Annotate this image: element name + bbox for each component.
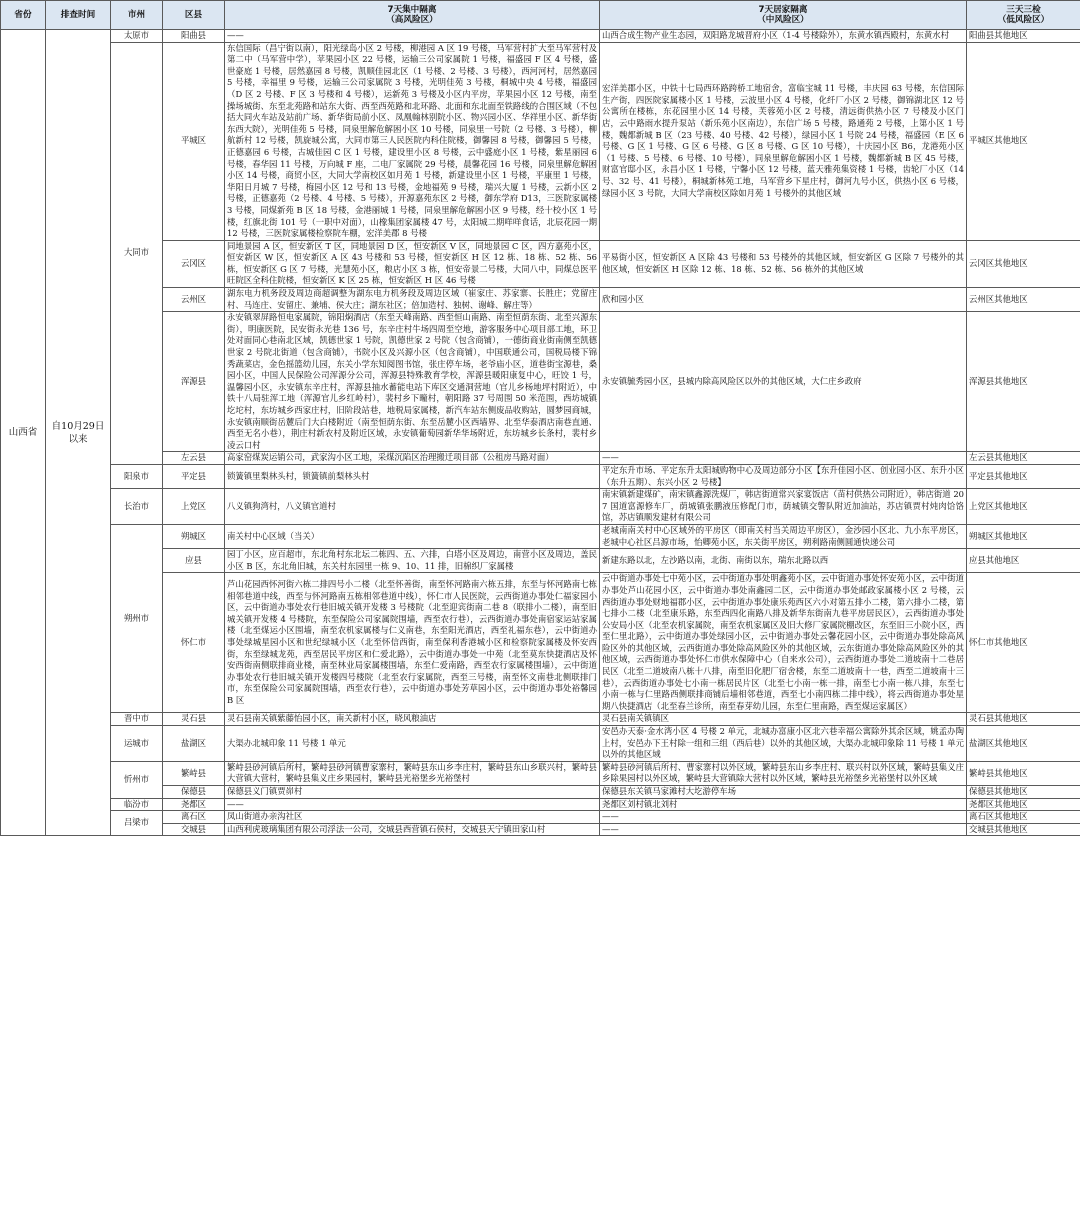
low-risk-cell: 阳曲县其他地区 [967, 30, 1080, 43]
mid-risk-cell: 云中街道办事处七中苑小区，云中街道办事处明鑫苑小区，云中街道办事处怀安苑小区，云中街道办事处芦山花园小区，云中街道办事处南鑫园二区，云中街道办事处邮政家属楼小区 2 号楼，云西街道办事处财地福郡小区，云中街道办事处康乐苑西区六小对第五排小二楼，第六排小二楼，第七排小二楼（北至康乐路，东至西四化南路八排及新华东街南九巷平房居民区），云西街道办事处公安局小区（北至农机家属院，南至农机家属区及旧大修厂家属院棚改区，东至旧三小院小区，西至仁里北路），云中街道办事处绿园小区，云中街道办事处云馨花园小区，云中街道办事处除高风险区外的其他区域，云西街道办事处除高风险区外的其他区域，云东街道办事处除高风险区外的其他区域，云西街道办事处怀仁市供水保障中心（自来水公司），云西街道办事处二道坡南十二巷居民区（北至二道坡南八栋十八排，南至旧化肥厂宿舍楼，东至二道坡南十一巷，西至二道坡南十三巷），云西街道办事处七小南一栋居民片区（北至七小南一栋一排，南至七小南一栋八排，东至七小南一栋与仁里路西侧联排商铺后墙相邻巷道，西至七小南四栋二排中线），将云西街道办事处星期八快捷酒店（北至春兰诊所，南至春芽幼儿园，东至仁里南路，西至煤运家属区） [600, 573, 967, 713]
city-cell: 临汾市 [111, 798, 163, 811]
table-row [1, 786, 1080, 799]
mid-risk-cell: 老城南南关村中心区域外的平房区（即南关村当关周边平房区），金沙园小区北、九小东平房区，老城中心社区吕源市场，怡卿苑小区，东关街平房区，朔利路南侧圆通快递公司 [600, 524, 967, 548]
district-cell: 朔城区 [163, 524, 225, 548]
low-risk-cell: 应县其他地区 [967, 549, 1080, 573]
mid-risk-cell: 新建东路以北，左沙路以南，北街、南街以东，瑞东北路以西 [600, 549, 967, 573]
mid-risk-cell: 山西合成生物产业生态园，双阳路龙城晋府小区（1-4 号楼除外），东黄水镇西殿村，东黄水村 [600, 30, 967, 43]
district-cell: 云冈区 [163, 240, 225, 287]
low-risk-cell: 保德县其他地区 [967, 786, 1080, 799]
table-row [1, 452, 1080, 465]
city-cell: 忻州市 [111, 761, 163, 798]
low-risk-cell: 怀仁市其他地区 [967, 573, 1080, 713]
mid-risk-cell: 南宋镇新建煤矿，南宋镇鑫源洗煤厂，韩店街道常兴家宴饭店（苗村供热公司附近），韩店街道 207 国道富源修车厂，荫城镇张鹏液压修配门市，荫城镇交警队附近加油站，苏店镇贾村炖肉饸饹馆，苏店镇顺发建材有限公司 [600, 489, 967, 525]
mid-risk-cell: 平易街小区，恒安新区 A 区除 43 号楼和 53 号楼外的其他区域，恒安新区 G 区除 7 号楼外的其他区域，恒安新区 H 区除 12 栋、18 栋、52 栋、56 栋外的其他区域 [600, 240, 967, 287]
table-row [1, 823, 1080, 836]
district-cell: 交城县 [163, 823, 225, 836]
mid-risk-cell: 保德县东关镇马家滩村大圪游停车场 [600, 786, 967, 799]
high-risk-cell: 八义镇狗湾村，八义镇官道村 [225, 489, 600, 525]
table-row [1, 489, 1080, 525]
city-cell: 朔州市 [111, 524, 163, 713]
high-risk-cell: 繁峙县砂河镇后所村，繁峙县砂河镇曹家寨村，繁峙县东山乡李庄村，繁峙县东山乡联兴村，繁峙县大营镇大营村，繁峙县集义庄乡果园村，繁峙县光裕堡乡光裕堡村 [225, 761, 600, 785]
time-cell: 自10月29日以来 [46, 30, 111, 836]
header-province: 省份 [1, 1, 46, 30]
low-risk-cell: 左云县其他地区 [967, 452, 1080, 465]
city-cell: 阳泉市 [111, 464, 163, 488]
table-row [1, 524, 1080, 548]
district-cell: 浑源县 [163, 312, 225, 452]
high-risk-cell: 大渠办北城印象 11 号楼 1 单元 [225, 726, 600, 762]
low-risk-cell: 繁峙县其他地区 [967, 761, 1080, 785]
district-cell: 云州区 [163, 288, 225, 312]
mid-risk-cell: 繁峙县砂河镇后所村、曹家寨村以外区域，繁峙县东山乡李庄村、联兴村以外区域，繁峙县集义庄乡除果园村以外区域，繁峙县大营镇除大营村以外区域，繁峙县光裕堡乡光裕堡村以外区域 [600, 761, 967, 785]
mid-risk-cell: 安邑办天泰·金水湾小区 4 号楼 2 单元，北城办富康小区北六巷幸福公寓除外其余区域，姚孟办陶上村，安邑办下王村除一组和三组（西后巷）以外的其他区域，大渠办北城印象除 11 号楼 1 单元以外的其他区域 [600, 726, 967, 762]
header-row [1, 1, 1080, 30]
header-low-risk: 三天三检 （低风险区） [967, 1, 1080, 30]
high-risk-cell: 凤山街道办亲沟社区 [225, 811, 600, 824]
mid-risk-cell: 永安镇毓秀园小区，县城内除高风险区以外的其他区域，大仁庄乡政府 [600, 312, 967, 452]
mid-risk-cell: —— [600, 811, 967, 824]
table-row [1, 312, 1080, 452]
table-row [1, 464, 1080, 488]
low-risk-cell: 云冈区其他地区 [967, 240, 1080, 287]
table-row [1, 30, 1080, 43]
table-row [1, 240, 1080, 287]
high-risk-cell: 保德县义门镇贾峁村 [225, 786, 600, 799]
city-cell: 太原市 [111, 30, 163, 43]
table-row [1, 288, 1080, 312]
district-cell: 保德县 [163, 786, 225, 799]
low-risk-cell: 灵石县其他地区 [967, 713, 1080, 726]
district-cell: 上党区 [163, 489, 225, 525]
district-cell: 平定县 [163, 464, 225, 488]
city-cell: 长治市 [111, 489, 163, 525]
district-cell: 盐湖区 [163, 726, 225, 762]
low-risk-cell: 离石区其他地区 [967, 811, 1080, 824]
district-cell: 尧都区 [163, 798, 225, 811]
high-risk-cell: 湖东电力机务段及周边商超调整为湖东电力机务段及周边区域（崔家庄、苏家寨、长胜庄；党留庄村、马连庄、安留庄、兼埔、侯大庄；湖东社区；倍加造村、独树、谢峰、解庄等） [225, 288, 600, 312]
city-cell: 运城市 [111, 726, 163, 762]
mid-risk-cell: 灵石县南关镇镇区 [600, 713, 967, 726]
table-row [1, 549, 1080, 573]
high-risk-cell: 同地景园 A 区，恒安新区 T 区，同地景园 D 区，恒安新区 V 区，同地景园 C 区，四方嘉苑小区，恒安新区 W 区，恒安新区 A 区 43 号楼和 53 号楼，恒安新区 H 区 12 栋、18 栋、52 栋、56 栋，恒安新区 G 区 7 号楼，光慧苑小区，粮店小区 3 栋，恒安帝景二号楼，大同八中，同煤总医平旺院区全科住院楼，恒安新区 K 区 25 栋，恒安新区 H 区 46 号楼 [225, 240, 600, 287]
low-risk-cell: 平定县其他地区 [967, 464, 1080, 488]
table-row [1, 573, 1080, 713]
mid-risk-cell: —— [600, 452, 967, 465]
mid-risk-cell: —— [600, 823, 967, 836]
city-cell: 大同市 [111, 42, 163, 464]
low-risk-cell: 平城区其他地区 [967, 42, 1080, 240]
high-risk-cell: —— [225, 798, 600, 811]
mid-risk-cell: 平定东升市场、平定东升太阳城购物中心及周边部分小区【东升佳园小区、创业园小区、东升小区（东升五期）、东兴小区 2 号楼】 [600, 464, 967, 488]
high-risk-cell: 高家窑煤炭运销公司，武家沟小区工地，采煤沉陷区治理搬迁项目部（公租房马路对面） [225, 452, 600, 465]
table-row [1, 811, 1080, 824]
city-cell: 吕梁市 [111, 811, 163, 836]
table-row [1, 42, 1080, 240]
high-risk-cell: 灵石县南关镇紫藤怡园小区，南关新村小区，晓风粮油店 [225, 713, 600, 726]
district-cell: 应县 [163, 549, 225, 573]
table-row [1, 761, 1080, 785]
high-risk-cell: 园丁小区，应百超市，东北角村东北坛二栋四、五、六排，白塔小区及周边，南营小区及周边，盖民小区 B 区，东北角旧城，东关村东园里一栋 9、10、11 排，旧棉织厂家属楼 [225, 549, 600, 573]
mid-risk-cell: 宏洋美郡小区，中铁十七局西环路跨桥工地宿舍，富临宝城 11 号楼，丰庆园 63 号楼，东信国际生产街，四医院家属楼小区 1 号楼，云波里小区 4 号楼，化纤厂小区 2 号楼，御锦湖北区 12 号公寓所在楼栋，东花园里小区 14 号楼，芙蓉苑小区 2 号楼，清远街供热小区 7 号楼及小区门店，云中路雨水提升泵站（新乐苑小区南边），东信广场 5 号楼，路通苑 2 号楼，上第小区 1 号楼，魏都新城 B 区（23 号楼、40 号楼、42 号楼），绿园小区 1 号院 24 号楼，福盛园（E 区 6 号楼、G 区 1 号楼、G 区 6 号楼、G 区 8 号楼、G 区 10 号楼），十庆园小区 B6，龙港苑小区（1 号楼、5 号楼、6 号楼、10 号楼），同泉里解危解困小区 1 号楼，魏都新城 B 区 45 号楼，财富官邸小区，永昌小区 1 号楼，宁馨小区 12 号楼，蓝天雅苑集资楼 1 号楼，齿轮厂小区（14 号、32 号、41 号楼），桐城新林苑工地，马军营乡下星庄村，御河九号小区，供热小区 6 号楼，绿园小区 3 号院，大同大学南校区除如月苑 1 号楼外的其他区域 [600, 42, 967, 240]
header-city: 市州 [111, 1, 163, 30]
low-risk-cell: 尧都区其他地区 [967, 798, 1080, 811]
district-cell: 平城区 [163, 42, 225, 240]
city-cell: 晋中市 [111, 713, 163, 726]
district-cell: 繁峙县 [163, 761, 225, 785]
header-time: 排查时间 [46, 1, 111, 30]
high-risk-cell: 芦山花园西怀河街六栋二排四号小二楼（北至怀善街，南至怀河路南六栋五排，东至与怀河路南七栋相邻巷道中线，西至与怀河路南五栋相邻巷道中线），怀仁市人民医院，云西街道办事处仁福家园小区，云中街道办事处农行巷旧城关镇开发楼 3 号楼院（北至迎宾街南二巷 8（联排小二楼），南至旧城关镇开发楼 4 号楼院，东至保险公司家属院围墙，西至农行巷），云西街道办事处南宿家运站家属楼（北至煤运小区围墙，南至农机家属楼与仁义南巷，东至阳光酒店，西至礼福东巷），云中街道办事处绿城星园小区和世纪绿城小区（北至怀信西街，南至保利香港城小区和检察院家属楼及怀安西街，东至绿城龙苑，西至居民平房区和仁爱北路），云中街道办事处一中苑（北至莫东快捷酒店及怀安西街南侧联排商业楼，南至林业局家属楼围墙，东至仁爱南路，西至农行家属楼围墙），云中街道办事处农行巷旧城关镇开发楼四号楼院（北至农行家属院，西至三号楼，南至怀文南巷北侧联排门市，东至保险公司家属院围墙，西至农行巷），云中街道办事处芳草园小区，云中街道办事处裕馨园 B 区 [225, 573, 600, 713]
high-risk-cell: 东信国际（昌宁街以南），阳光绿岛小区 2 号楼，柳港园 A 区 19 号楼，马军营村扩大至马军营村及第二中（马军营中学），苹果园小区 22 号楼，运输三公司家属院 1 号楼，福盛园 F 区 4 号楼，盛世豪庭 1 号楼，居然嘉园 8 号楼，凯顺佳园北区（1 号楼、2 号楼、3 号楼），西河河村，居然嘉园 5 号楼，幸福里 9 号楼，运输三公司家属院 3 号楼，光明佳苑 3 号楼，桐城中央 4 号楼，福盛园（D 区 2 号楼、F 区 3 号楼和 4 号楼），运新苑 3 号楼及小区内平房，苹果园小区 12 号楼，南至操场城街、东至北苑路和站东大街、西至西苑路和北环路、北面和东北面至铁路线的合围区域（不包括大同火车站及站前广场、新华街局前小区、凤凰翰林别院小区、物兴园小区、华祥里小区、新华街东西大院），光明佳苑 5 号楼，同泉里解危解困小区 10 号楼，同泉里一号院（2 号楼、3 号楼），柳航新村 12 号楼，凯旋城公寓，大同市第三人民医院内科住院楼，御馨园 8 号楼，御馨园 5 号楼，正德嘉园 6 号楼，古城佳园 C 区 1 号楼，建设里小区 8 号楼，云中盛庭小区 1 号楼，紫星丽园 6 号楼，春华园 11 号楼，万向城 F 座，二电厂家属院 29 号楼，晨馨花园 16 号楼，同泉里解危解困小区 14 号楼，商贸小区，大同大学南校区如月苑 1 号楼，新建设里小区 1 号楼，平康里 1 号楼，华阳日月城 7 号楼，梅园小区 12 号和 13 号楼，金地福苑 9 号楼，瑞兴大厦 1 号楼，云新小区 2 号楼，正德嘉苑（2 号楼、4 号楼、5 号楼），开源嘉苑东区 2 号楼，御东学府 D13，三医院家属楼 3 号楼，同煤新苑 B 区 18 号楼，金港丽城 1 号楼，同泉里解危解困小区 9 号楼，经十校小区 1 号楼，红旗北街 101 号（一职中对面），山橡集团家属楼 47 号，太阳城二期咩咩食话，北辰花园一期 12 号楼，三医院家属楼检察院车棚，宏洋美郡 8 号楼 [225, 42, 600, 240]
high-risk-cell: 山西利虎玻璃集团有限公司浮法一公司，交城县西营镇石侯村，交城县天宁镇田家山村 [225, 823, 600, 836]
header-district: 区县 [163, 1, 225, 30]
district-cell: 左云县 [163, 452, 225, 465]
high-risk-cell: —— [225, 30, 600, 43]
header-high-risk: 7天集中隔离 （高风险区） [225, 1, 600, 30]
table-body [1, 30, 1080, 836]
district-cell: 怀仁市 [163, 573, 225, 713]
table-row [1, 713, 1080, 726]
low-risk-cell: 浑源县其他地区 [967, 312, 1080, 452]
district-cell: 离石区 [163, 811, 225, 824]
mid-risk-cell: 尧都区刘村镇北刘村 [600, 798, 967, 811]
district-cell: 阳曲县 [163, 30, 225, 43]
low-risk-cell: 云州区其他地区 [967, 288, 1080, 312]
low-risk-cell: 上党区其他地区 [967, 489, 1080, 525]
table-row [1, 798, 1080, 811]
header-mid-risk: 7天居家隔离 （中风险区） [600, 1, 967, 30]
low-risk-cell: 朔城区其他地区 [967, 524, 1080, 548]
high-risk-cell: 锁簧镇里梨林头村，锁簧镇前梨林头村 [225, 464, 600, 488]
table-row [1, 726, 1080, 762]
mid-risk-cell: 欣和园小区 [600, 288, 967, 312]
district-cell: 灵石县 [163, 713, 225, 726]
high-risk-cell: 南关村中心区域（当关） [225, 524, 600, 548]
low-risk-cell: 盐湖区其他地区 [967, 726, 1080, 762]
high-risk-cell: 永安镇翠屏路恒电家属院，锦阳焖酒店（东至天峰南路、西至恒山南路、南至恒荫东街、北至兴源东街），明康医院，民安街永光巷 136 号，东辛庄村牛场四周至空地，游客服务中心项目部工地，环卫处对面同心巷南北区域，凯德世家 1 号院，凯德世家 2 号院（包含商铺），一德街商业街南侧至凯德世家 2 号院北街道（包含商铺），书院小区及兴源小区（包含商铺），中国联通公司，国税局楼下锦秀蔬菜店，金色摇篮幼儿园，东关小学东知阅图书馆，张庄停车场，老爷庙小区，道巷街宝源巷，桑园小区，中国人民保险公司浑源分公司，浑源县特殊教育学校，浑源县暖阳康复中心，旺饺 1 号，温馨园小区，永安镇东辛庄村，浑源县抽水蓄能电站下库区交通洞营地（官儿乡杨地坪村附近），中铁十八局驻浑工地（浑源官儿乡红岭村），裴村乡下疃村，朝阳路 37 号周围 50 米范围，西坊城镇圪坨村，东坊城乡西家庄村，旧阶段站巷，地税局家属楼，新汽车站东侧废品收购站，圆梦园商城，永安镇南顺街岳麓后门大白楼附近（南至恒荫东街、东至岳麓小区西墙界、北至华泰酒店南巷直通、西至无名小巷），荆庄村新农村及附近区域，永安镇葡萄园新华华场附近，东坊城乡长条村，裴村乡凌云口村 [225, 312, 600, 452]
low-risk-cell: 交城县其他地区 [967, 823, 1080, 836]
province-cell: 山西省 [1, 30, 46, 836]
